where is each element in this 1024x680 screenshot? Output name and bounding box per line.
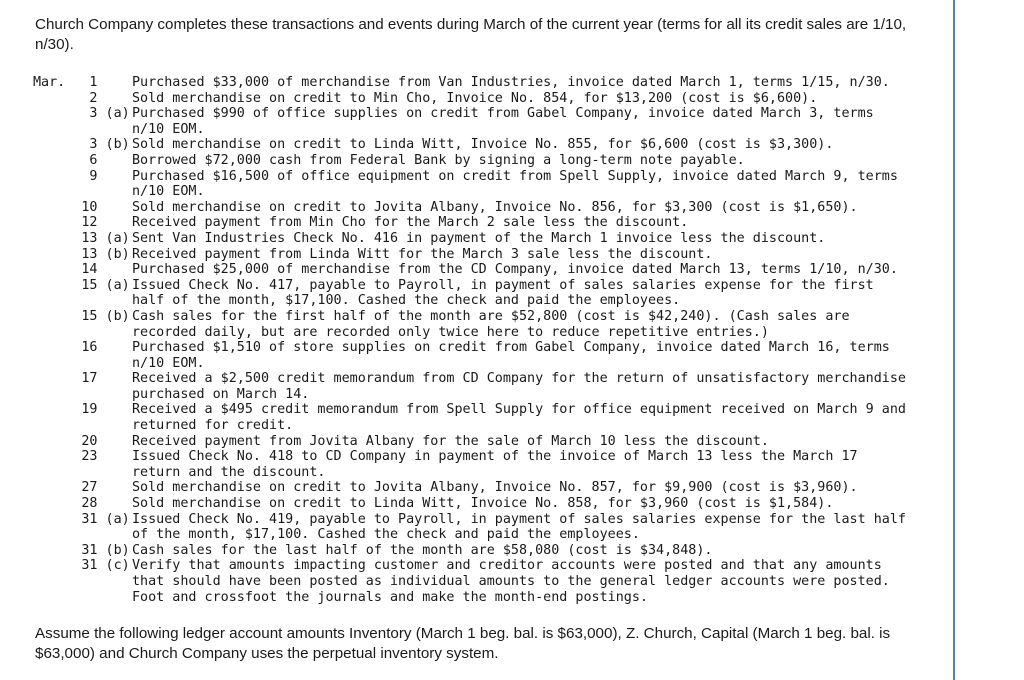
transaction-entry [33,215,913,231]
transaction-entry [33,558,913,605]
transaction-entry [33,402,913,433]
transaction-entry [33,543,913,559]
transaction-entry [33,480,913,496]
transaction-date: 12 [33,215,98,231]
transaction-date: 15 (b) [33,308,130,324]
transaction-date: 15 (a) [33,277,130,293]
transaction-text: Issued Check No. 418 to CD Company in payment of the invoice of March 13 less the March 17 return and the discount. [132,449,858,480]
transaction-entry [33,153,913,169]
transaction-date: 23 [33,449,98,465]
transaction-text: Received a $2,500 credit memorandum from CD Company for the return of unsatisfactory merchandise purchased on March 14. [132,371,906,402]
transaction-text: Issued Check No. 419, payable to Payroll, in payment of sales salaries expense for the last half of the month, $17,100. Cashed the check and paid the employees. [132,511,906,543]
transaction-text: Sold merchandise on credit to Jovita Albany, Invoice No. 856, for $3,300 (cost is $1,650). [132,199,858,215]
problem-assumptions: Assume the following ledger account amounts Inventory (March 1 beg. bal. is $63,000), Z. Church, Capital (March 1 beg. bal. is $63,000) and Church Company uses the perpetual inventory system. [35,625,891,662]
transaction-date: 20 [33,433,98,449]
transaction-date: 10 [33,199,98,215]
transaction-text: Purchased $16,500 of office equipment on credit from Spell Supply, invoice dated March 9, terms n/10 EOM. [132,168,898,200]
transaction-date: 31 (c) [33,558,130,574]
transaction-date: 31 (a) [33,511,130,527]
transaction-text: Cash sales for the last half of the month are $58,080 (cost is $34,848). [132,542,713,558]
transaction-entry [33,262,913,278]
transaction-date: 3 (b) [33,137,130,153]
transaction-date: 16 [33,340,98,356]
transaction-entry [33,200,913,216]
transaction-date: 17 [33,371,98,387]
transaction-date: 9 [33,168,98,184]
transaction-text: Sold merchandise on credit to Min Cho, Invoice No. 854, for $13,200 (cost is $6,600). [132,90,818,106]
transaction-entry [33,91,913,107]
transaction-date: 31 (b) [33,542,130,558]
transaction-entry [33,340,913,371]
transaction-date: 13 (b) [33,246,130,262]
transaction-text: Received payment from Min Cho for the March 2 sale less the discount. [132,215,689,231]
transaction-date: 19 [33,402,98,418]
transaction-date: 13 (a) [33,230,130,246]
transaction-date: 28 [33,496,98,512]
transaction-entry [33,371,913,402]
transaction-entry [33,434,913,450]
transaction-entry [33,169,913,200]
transaction-text: Cash sales for the first half of the month are $52,800 (cost is $42,240). (Cash sales are recorded daily, but are recorded only twice here to reduce repetitive entries.) [132,308,850,340]
transaction-text: Purchased $1,510 of store supplies on credit from Gabel Company, invoice dated March 16, terms n/10 EOM. [132,340,890,371]
transaction-text: Received payment from Jovita Albany for the sale of March 10 less the discount. [132,433,769,449]
transaction-text: Borrowed $72,000 cash from Federal Bank by signing a long-term note payable. [132,152,745,168]
transaction-entry [33,231,913,247]
transaction-text: Sent Van Industries Check No. 416 in payment of the March 1 invoice less the discount. [132,230,826,246]
problem-intro: Church Company completes these transactions and events during March of the current year (terms for all its credit sales are 1/10, n/30). [35,16,907,53]
transaction-text: Received a $495 credit memorandum from Spell Supply for office equipment received on March 9 and returned for credit. [132,402,906,434]
transaction-entry [33,106,913,137]
transaction-entry [33,449,913,480]
transaction-text: Received payment from Linda Witt for the March 3 sale less the discount. [132,246,713,262]
transaction-text: Sold merchandise on credit to Linda Witt, Invoice No. 858, for $3,960 (cost is $1,584). [132,496,834,512]
transaction-text: Purchased $25,000 of merchandise from the CD Company, invoice dated March 13, terms 1/10, n/30. [132,262,898,278]
transaction-text: Purchased $33,000 of merchandise from Van Industries, invoice dated March 1, terms 1/15, n/30. [132,75,890,90]
transaction-date: 27 [33,480,98,496]
transaction-text: Issued Check No. 417, payable to Payroll, in payment of sales salaries expense for the first half of the month, $17,100. Cashed the check and paid the employees. [132,277,874,309]
transaction-entry [33,278,913,309]
transaction-entry [33,512,913,543]
transaction-date: 14 [33,262,98,278]
transaction-entry [33,496,913,512]
transaction-date: 3 (a) [33,106,130,122]
transaction-list [33,75,913,605]
transaction-entry [33,309,913,340]
page-border-line [953,0,955,680]
transaction-entry [33,137,913,153]
transaction-text: Sold merchandise on credit to Jovita Albany, Invoice No. 857, for $9,900 (cost is $3,960). [132,480,858,496]
transaction-text: Verify that amounts impacting customer and creditor accounts were posted and that any amounts that should have been posted as individual amounts to the general ledger accounts were posted. Foot and crossfoot the journals and make the month-end postings. [132,558,890,605]
transaction-date: 2 [33,90,98,106]
transaction-text: Sold merchandise on credit to Linda Witt, Invoice No. 855, for $6,600 (cost is $3,300). [132,137,834,153]
transaction-date: 6 [33,152,98,168]
transaction-entry [33,247,913,263]
transaction-entry [33,75,913,91]
transaction-text: Purchased $990 of office supplies on credit from Gabel Company, invoice dated March 3, terms n/10 EOM. [132,106,874,137]
transaction-date: Mar. 1 [33,75,98,90]
